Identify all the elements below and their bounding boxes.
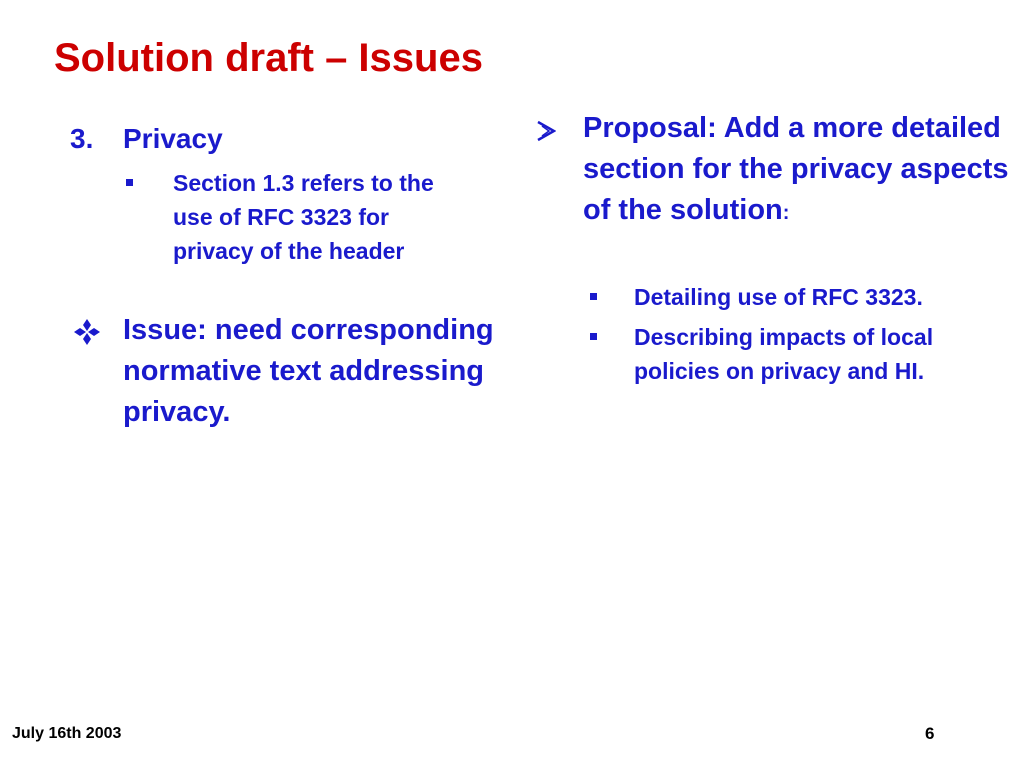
diamond-bullet-icon — [73, 318, 101, 346]
section-reference-text: Section 1.3 refers to the use of RFC 3323 for privacy of the header — [173, 170, 434, 264]
privacy-heading: Privacy — [123, 123, 223, 154]
page-number: 6 — [925, 724, 935, 743]
list-number: 3. — [70, 123, 94, 154]
slide-title: Solution draft – Issues — [54, 36, 483, 80]
proposal-colon: : — [782, 202, 790, 224]
square-bullet-icon — [590, 293, 597, 300]
arrow-bullet-icon — [536, 120, 556, 142]
square-bullet-icon — [590, 333, 597, 340]
describing-bullet-text: Describing impacts of local policies on privacy and HI. — [634, 324, 934, 384]
square-bullet-icon — [126, 179, 133, 186]
issue-text: Issue: need corresponding normative text addressing privacy. — [123, 314, 494, 428]
proposal-text — [583, 108, 1023, 234]
detailing-bullet-text: Detailing use of RFC 3323. — [634, 284, 923, 310]
proposal-text-main: Proposal: Add a more detailed section for the privacy aspects of the solution — [583, 112, 1009, 226]
footer-date: July 16th 2003 — [12, 725, 122, 742]
